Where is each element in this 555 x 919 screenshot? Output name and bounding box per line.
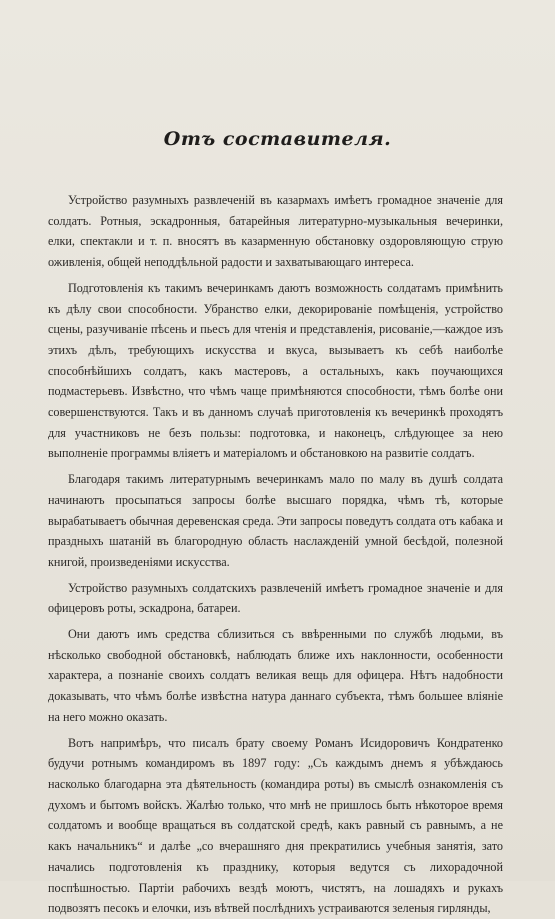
body-text	[48, 190, 503, 919]
paragraph-4: Устройство разумныхъ солдатскихъ развлеченій имѣетъ громадное значеніе и для офицеровъ роты, эскадрона, батареи.	[48, 580, 503, 616]
paragraph-6: Вотъ напримѣръ, что писалъ брату своему Романъ Исидоровичъ Кондратенко будучи ротнымъ командиромъ въ 1897 году: „Съ каждымъ днемъ я убѣждаюсь насколько благодарна эта дѣятельность (командира роты) въ смыслѣ ознакомленія съ духомъ и бытомъ войскъ. Жалѣю только, что мнѣ не пришлось быть нѣкоторое время солдатомъ и вообще вращаться въ солдатской средѣ, какъ равный съ равнымъ, а не какъ начальникъ“ и далѣе „со вчерашняго дня прекратились учебныя занятія, зато начались подготовленія къ празднику, которыя ведутся съ лихорадочной поспѣшностью. Партіи рабочихъ вездѣ моютъ, чистятъ, на лошадяхъ и рукахъ подвозятъ песокъ и елочки, изъ вѣтвей послѣднихъ устраиваются зеленыя гирлянды,	[48, 735, 503, 916]
paragraph-5: Они даютъ имъ средства сблизиться съ ввѣренными по службѣ людьми, въ нѣсколько свободной обстановкѣ, наблюдать ближе ихъ наклонности, особенности характера, а познаніе своихъ солдатъ великая вещь для офицера. Нѣтъ надобности доказывать, что чѣмъ болѣе извѣстна натура даннаго субъекта, тѣмъ большее вліяніе на него можно оказать.	[48, 627, 503, 724]
page-heading: Отъ составителя.	[163, 128, 392, 150]
paragraph-2: Подготовленія къ такимъ вечеринкамъ даютъ возможность солдатамъ примѣнить къ дѣлу свои способности. Убранство елки, декорированіе помѣщенія, устройство сцены, разучиваніе пѣсень и пьесъ для чтенія и представленія, рисованіе,—каждое изъ этихъ дѣлъ, требующихъ искусства и вкуса, вызываетъ къ себѣ наиболѣе способнѣйшихъ солдатъ, какъ мастеровъ, а остальныхъ, какъ поучающихся подмастерьевъ. Извѣстно, что чѣмъ чаще примѣняются способности, тѣмъ болѣе они совершенствуются. Такъ и въ данномъ случаѣ приготовленія къ вечеринкѣ проходятъ для участниковъ не безъ пользы: подготовка, и наконецъ, слѣдующее за нею выполненіе программы вліяетъ и матеріаломъ и обстановкою на развитіе солдатъ.	[48, 280, 503, 461]
paragraph-1: Устройство разумныхъ развлеченій въ казармахъ имѣетъ громадное значеніе для солдатъ. Ротныя, эскадронныя, батарейныя литературно-музыкальныя вечеринки, елки, спектакли и т. п. вносятъ въ казарменную обстановку оздоровляющую струю оживленія, общей неподдѣльной радости и захватывающаго интереса.	[48, 193, 503, 270]
paragraph-3: Благодаря такимъ литературнымъ вечеринкамъ мало по малу въ душѣ солдата начинаютъ просыпаться запросы болѣе высшаго порядка, чѣмъ тѣ, которые вырабатываетъ обычная деревенская среда. Эти запросы поведутъ солдата отъ кабака и праздныхъ шатаній въ благородную область наслажденій умной бесѣдой, полезной книгой, произведеніями искусства.	[48, 472, 503, 569]
